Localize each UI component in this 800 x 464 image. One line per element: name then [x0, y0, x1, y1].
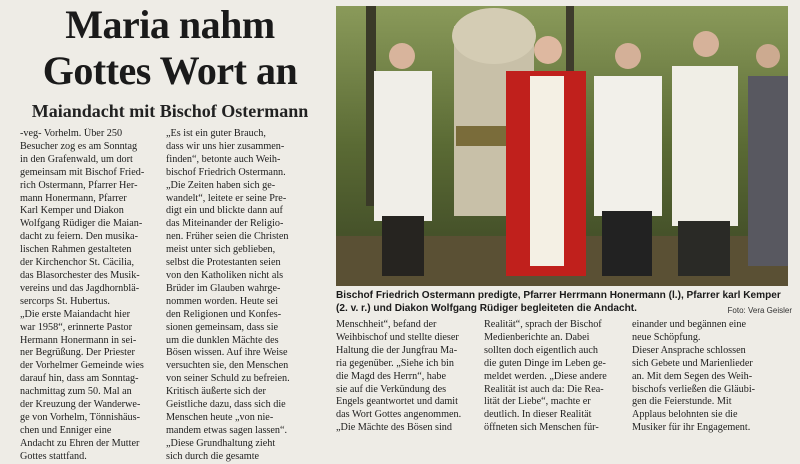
article-line: mandem etwas sagen lassen“. — [166, 424, 288, 436]
article-line: öffneten sich Menschen für- — [484, 422, 599, 434]
photo-illustration — [336, 6, 788, 286]
article-line: -veg- Vorhelm. Über 250 — [20, 128, 123, 139]
article-line: dacht zu feiern. Den musika- — [20, 231, 138, 243]
article-line: sich durch die gesamte — [166, 450, 260, 462]
article-line: nommen worden. Heute sei — [166, 295, 279, 307]
headline — [20, 2, 320, 94]
article-line: einander und begännen eine — [632, 319, 746, 330]
article-line: Geistliche dazu, dass sich die — [166, 399, 286, 411]
article-line: der Vorhelmer Gemeinde wies — [20, 360, 144, 372]
article-line: Kritisch äußerte sich der — [166, 386, 266, 398]
article-column-3 — [336, 319, 476, 435]
article-line: darauf hin, dass am Sonntag- — [20, 373, 139, 385]
article-line: an. Mit dem Segen des Weih- — [632, 370, 753, 382]
article-line: meist unter sich geblieben, — [166, 244, 276, 256]
article-line: Besucher zog es am Sonntag — [20, 140, 138, 152]
article-column-5 — [632, 319, 792, 435]
article-line: selbst die Protestanten seien — [166, 257, 281, 269]
article-line: Bösen wissen. Auf ihre Weise — [166, 347, 288, 359]
article-line: mann Honermann, Pfarrer — [20, 192, 127, 204]
article-line: gen die Feierstunde. Mit — [632, 396, 732, 408]
article-line: versuchten sie, den Menschen — [166, 360, 289, 372]
article-column-2 — [166, 128, 326, 464]
article-line: sollten doch eigentlich auch — [484, 344, 599, 356]
article-line: die Magd des Herrn“, habe — [336, 370, 447, 382]
article-line: Andacht zu Ehren der Mutter — [20, 437, 140, 449]
article-line: in den Grafenwald, um dort — [20, 153, 133, 165]
article-line: Realität“, sprach der Bischof — [484, 319, 602, 330]
article-line: ner Begrüßung. Der Priester — [20, 347, 135, 359]
headline-line-1: Maria nahm — [65, 2, 275, 47]
article-line: Engels geantwortet und damit — [336, 396, 458, 408]
article-line: deutlich. In dieser Realität — [484, 409, 592, 421]
article-line: Medienberichte an. Dabei — [484, 331, 590, 343]
caption-text: Bischof Friedrich Ostermann predigte, Pfarrer Herrmann Honermann (l.), Pfarrer karl Kemper (2. v. r.) und Diakon Wolfgang Rüdiger begleiteten die Andacht. — [336, 290, 781, 314]
article-line: neue Schöpfung. — [632, 331, 701, 343]
article-line: den Religionen und Konfes- — [166, 308, 282, 320]
article-line: Wolfgang Rüdiger die Maian- — [20, 218, 143, 230]
article-line: Haltung die der Jungfrau Ma- — [336, 344, 458, 356]
article-column-1 — [20, 128, 158, 464]
article-line: sionen gemeinsam, dass sie — [166, 321, 279, 333]
article-line: bischofs verließen die Gläubi- — [632, 383, 756, 395]
article-line: nachmittag zum 50. Mal an — [20, 386, 132, 398]
article-line: nen. Früher seien die Christen — [166, 231, 289, 243]
article-line: Realität ist auch da: Die Rea- — [484, 383, 604, 395]
headline-line-2: Gottes Wort an — [42, 48, 298, 93]
article-line: meldet werden. „Diese andere — [484, 370, 607, 382]
article-line: „Die erste Maiandacht hier — [20, 308, 131, 320]
article-line: gemeinsam mit Bischof Fried- — [20, 166, 145, 178]
subheadline: Maiandacht mit Bischof Ostermann — [31, 101, 309, 121]
article-line: Karl Kemper und Diakon — [20, 205, 124, 217]
article-line: „Diese Grundhaltung zieht — [166, 437, 276, 449]
article-line: wandelt“, leitete er seine Pre- — [166, 192, 287, 204]
article-line: von den Katholiken nicht als — [166, 269, 284, 281]
article-line: Menschen heute „von nie- — [166, 411, 274, 423]
article-line: „Die Zeiten haben sich ge- — [166, 179, 276, 191]
article-line: die guten Dinge im Leben ge- — [484, 357, 606, 369]
article-line: ria gegenüber. „Siehe ich bin — [336, 357, 454, 369]
article-line: rich Ostermann, Pfarrer Her- — [20, 179, 138, 191]
article-line: Gottes stattfand. — [20, 450, 87, 462]
article-line: sie auf die Verkündung des — [336, 383, 447, 395]
article-line: digt ein und blickte dann auf — [166, 205, 283, 217]
article-line: lischen Rahmen gestalteten — [20, 244, 132, 256]
article-line: Musiker für ihr Engagement. — [632, 422, 751, 434]
article-line: lität der Liebe“, machte er — [484, 396, 591, 408]
article-line: das Blasorchester des Musik- — [20, 269, 140, 281]
article-line: ge von Vorhelm, Tönnishäus- — [20, 411, 140, 423]
article-line: das Miteinander der Religio- — [166, 218, 284, 230]
article-line: sercorps St. Hubertus. — [20, 295, 110, 307]
photo-credit: Foto: Vera Geisler — [727, 305, 792, 315]
photo-caption — [336, 290, 792, 317]
article-line: finden“, betonte auch Weih- — [166, 153, 281, 165]
article-line: der Kirchenchor St. Cäcilia, — [20, 257, 135, 269]
article-line: chen und Enniger eine — [20, 424, 112, 436]
article-line: Applaus belohnten sie die — [632, 409, 738, 421]
article-line: Brüder im Glauben wahrge- — [166, 282, 281, 294]
article-line: Weihbischof und stellte dieser — [336, 331, 459, 343]
article-line: sich Gebete und Marienlieder — [632, 357, 753, 369]
article-column-4 — [484, 319, 624, 435]
article-line: bischof Friedrich Ostermann. — [166, 166, 286, 178]
article-line: war 1958“, erinnerte Pastor — [20, 321, 133, 333]
article-line: um die dunklen Mächte des — [166, 334, 279, 346]
article-line: der Kreuzung der Wanderwe- — [20, 399, 141, 411]
article-line: Hermann Honermann in sei- — [20, 334, 137, 346]
article-line: das Wort Gottes angenommen. — [336, 409, 462, 421]
article-line: „Es ist ein guter Brauch, — [166, 128, 266, 139]
article-line: dass wir uns hier zusammen- — [166, 140, 285, 152]
article-line: Dieser Ansprache schlossen — [632, 344, 746, 356]
article-line: Menschheit“, befand der — [336, 319, 437, 330]
article-line: „Die Mächte des Bösen sind — [336, 422, 452, 434]
article-line: von seiner Schuld zu befreien. — [166, 373, 290, 385]
article-line: vereins und das Jagdhornblä- — [20, 282, 140, 294]
article-photo — [336, 6, 788, 286]
